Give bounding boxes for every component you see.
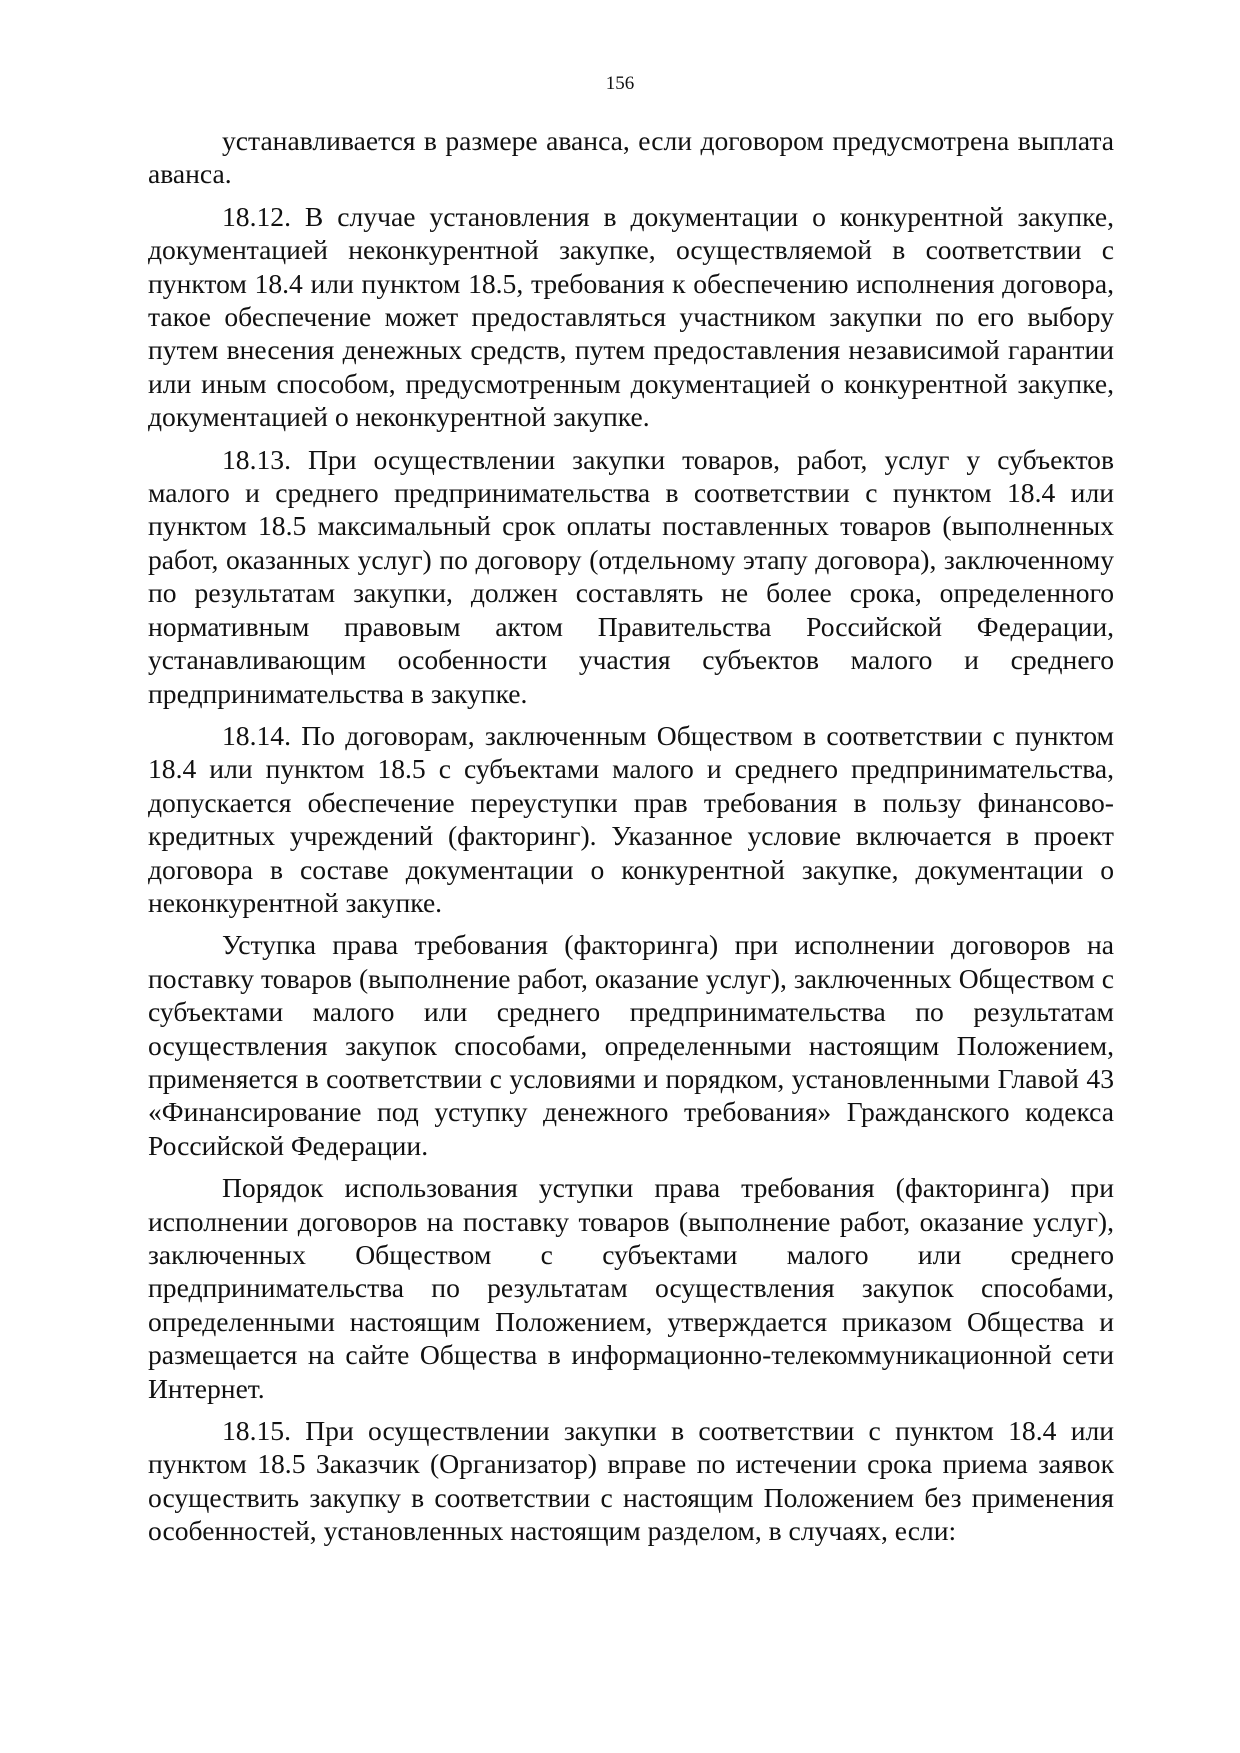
paragraph-18-15: 18.15. При осуществлении закупки в соответствии с пунктом 18.4 или пунктом 18.5 Заказчик (Организатор) вправе по истечении срока приема заявок осуществить закупку в соответствии с настоящим Положением без применения особенностей, установленных настоящим разделом, в случаях, если: — [148, 1415, 1114, 1547]
paragraph-factoring-procedure: Порядок использования уступки права требования (факторинга) при исполнении договоров на поставку товаров (выполнение работ, оказание услуг), заключенных Обществом с субъектами малого или среднего предпринимательства по результатам осуществления закупок способами, определенными настоящим Положением, утверждается приказом Общества и размещается на сайте Общества в информационно-телекоммуникационной сети Интернет. — [148, 1172, 1114, 1404]
paragraph-18-14: 18.14. По договорам, заключенным Обществом в соответствии с пунктом 18.4 или пунктом 18.5 с субъектами малого и среднего предпринимательства, допускается обеспечение переуступки прав требования в пользу финансово-кредитных учреждений (факторинг). Указанное условие включается в проект договора в составе документации о конкурентной закупке, документации о неконкурентной закупке. — [148, 719, 1114, 918]
paragraph-advance-continuation: устанавливается в размере аванса, если договором предусмотрена выплата аванса. — [148, 125, 1114, 190]
paragraph-18-12: 18.12. В случае установления в документации о конкурентной закупке, документацией неконкурентной закупке, осуществляемой в соответствии с пунктом 18.4 или пунктом 18.5, требования к обеспечению исполнения договора, такое обеспечение может предоставляться участником закупки по его выбору путем внесения денежных средств, путем предоставления независимой гарантии или иным способом, предусмотренным документацией о конкурентной закупке, документацией о неконкурентной закупке. — [148, 200, 1114, 433]
paragraph-18-13: 18.13. При осуществлении закупки товаров, работ, услуг у субъектов малого и среднего предпринимательства в соответствии с пунктом 18.4 или пунктом 18.5 максимальный срок оплаты поставленных товаров (выполненных работ, оказанных услуг) по договору (отдельному этапу договора), заключенному по результатам закупки, должен составлять не более срока, определенного нормативным правовым актом Правительства Российской Федерации, устанавливающим особенности участия субъектов малого и среднего предпринимательства в закупке. — [148, 443, 1114, 709]
page-number: 156 — [605, 73, 635, 94]
document-body — [148, 124, 1114, 1557]
paragraph-factoring-assignment: Уступка права требования (факторинга) при исполнении договоров на поставку товаров (выполнение работ, оказание услуг), заключенных Обществом с субъектами малого или среднего предпринимательства по результатам осуществления закупок способами, определенными настоящим Положением, применяется в соответствии с условиями и порядком, установленными Главой 43 «Финансирование под уступку денежного требования» Гражданского кодекса Российской Федерации. — [148, 929, 1114, 1161]
